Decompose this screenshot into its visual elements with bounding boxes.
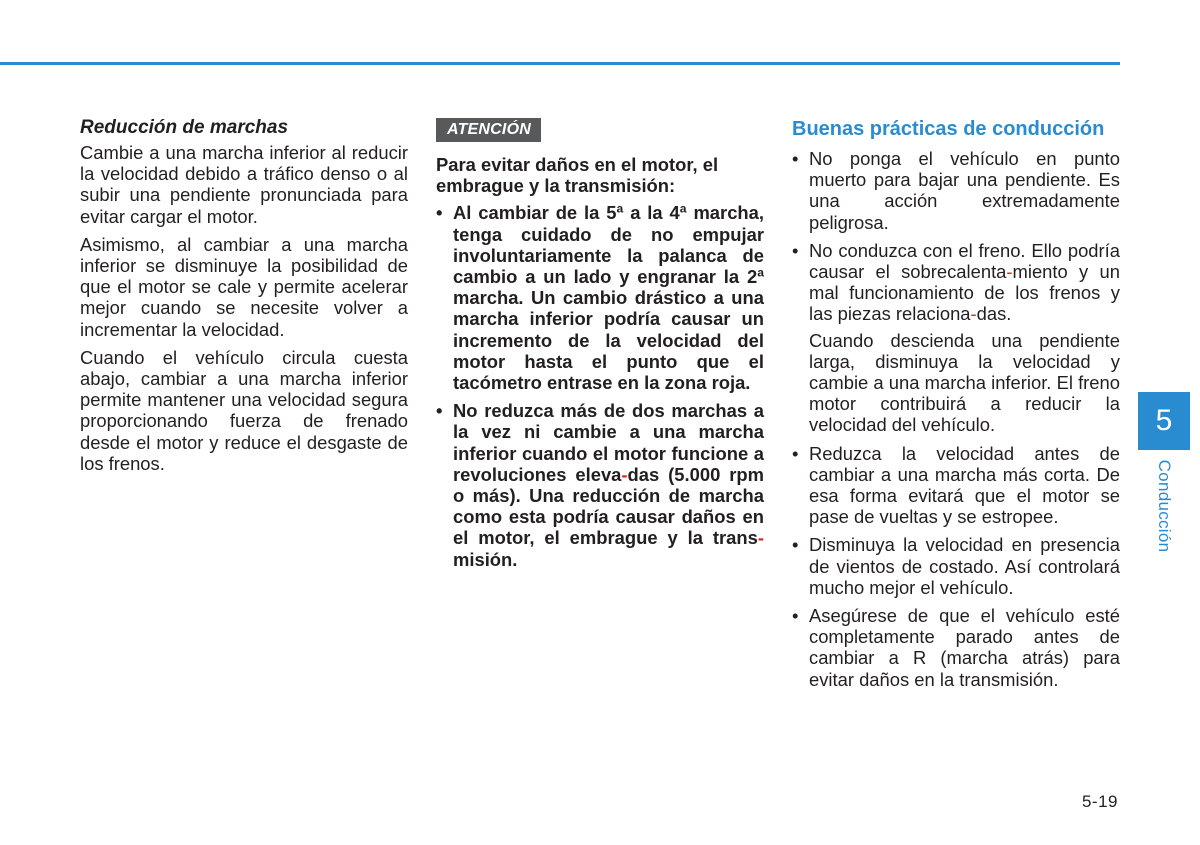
page-number: 5-19 xyxy=(1081,792,1118,811)
practice-item xyxy=(792,240,1120,325)
attention-badge: ATENCIÓN xyxy=(436,118,541,142)
chapter-number-tab: 5 xyxy=(1138,392,1190,450)
hyphen-mark: - xyxy=(1006,261,1013,283)
paragraph: Asimismo, al cambiar a una marcha inferior se disminuye la posibilidad de que el motor se cale y permite acelerar mejor cuando se necesite volver a incrementar la velocidad. xyxy=(80,233,408,340)
practice-list-continued xyxy=(792,443,1120,690)
warning-intro: Para evitar daños en el motor, el embrague y la transmisión: xyxy=(436,154,719,197)
practice-item-text: Reduzca la velocidad antes de cambiar a una marcha más corta. De esa forma evitará que el motor se pase de vueltas y se estropee. xyxy=(809,442,1120,528)
bullet-icon: • xyxy=(792,239,799,261)
column-atencion xyxy=(436,116,764,577)
warning-item-text: Al cambiar de la 5ª a la 4ª marcha, tenga cuidado de no empujar involuntariamente la palanca de cambio a un lado y engranar la 2ª marcha. Un cambio drástico a una marcha inferior podría causar un incremento de la velocidad del motor hasta el punto que el tacómetro entrase en la zona roja. xyxy=(453,202,764,394)
header-rule xyxy=(0,62,1120,65)
practice-item xyxy=(792,534,1120,598)
bullet-icon: • xyxy=(436,202,443,224)
bullet-icon: • xyxy=(792,442,799,464)
practice-item xyxy=(792,148,1120,233)
column-reduccion-marchas xyxy=(80,116,408,481)
warning-item xyxy=(436,202,764,393)
paragraph: Cambie a una marcha inferior al reducir la velocidad debido a tráfico denso o al subir una pendiente pronunciada para evitar cargar el motor. xyxy=(80,142,408,227)
practice-item-text: No conduzca con el freno. Ello podría causar el sobrecalenta-miento y un mal funcionamiento de los frenos y las piezas relaciona-das. xyxy=(809,239,1120,325)
warning-item xyxy=(436,400,764,570)
hyphen-mark: - xyxy=(757,527,764,549)
practice-item xyxy=(792,443,1120,528)
column-buenas-practicas xyxy=(792,116,1120,697)
chapter-label: Conducción xyxy=(1155,459,1174,553)
practice-item-text: Disminuya la velocidad en presencia de vientos de costado. Así controlará mucho mejor el vehículo. xyxy=(809,534,1120,598)
practice-continuation: Cuando descienda una pendiente larga, disminuya la velocidad y cambie a una marcha inferior. El freno motor contribuirá a reducir la velocidad del vehículo. xyxy=(809,329,1120,436)
bullet-icon: • xyxy=(792,148,799,169)
hyphen-mark: - xyxy=(970,303,977,325)
practice-list xyxy=(792,148,1120,325)
section-heading: Buenas prácticas de conducción xyxy=(792,118,1105,140)
practice-item-text: Asegúrese de que el vehículo esté completamente parado antes de cambiar a R (marcha atrás) para evitar daños en la transmisión. xyxy=(809,605,1120,690)
warning-item-text: No reduzca más de dos marchas a la vez ni cambie a una marcha inferior cuando el motor funcione a revoluciones eleva-das (5.000 rpm o más). Una reducción de marcha como esta podría causar daños en el motor, el embrague y la trans-misión. xyxy=(453,400,764,570)
bullet-icon: • xyxy=(792,605,799,627)
practice-item xyxy=(792,605,1120,690)
section-subheading: Reducción de marchas xyxy=(80,117,289,138)
bullet-icon: • xyxy=(792,534,799,556)
hyphen-mark: - xyxy=(621,463,628,485)
paragraph: Cuando el vehículo circula cuesta abajo, cambiar a una marcha inferior permite mantener una velocidad segura proporcionando fuerza de frenado desde el motor y reduce el desgaste de los frenos. xyxy=(80,346,408,474)
bullet-icon: • xyxy=(436,400,443,422)
practice-item-text: No ponga el vehículo en punto muerto para bajar una pendiente. Es una acción extremadamente peligrosa. xyxy=(809,148,1120,233)
warning-list xyxy=(436,202,764,569)
